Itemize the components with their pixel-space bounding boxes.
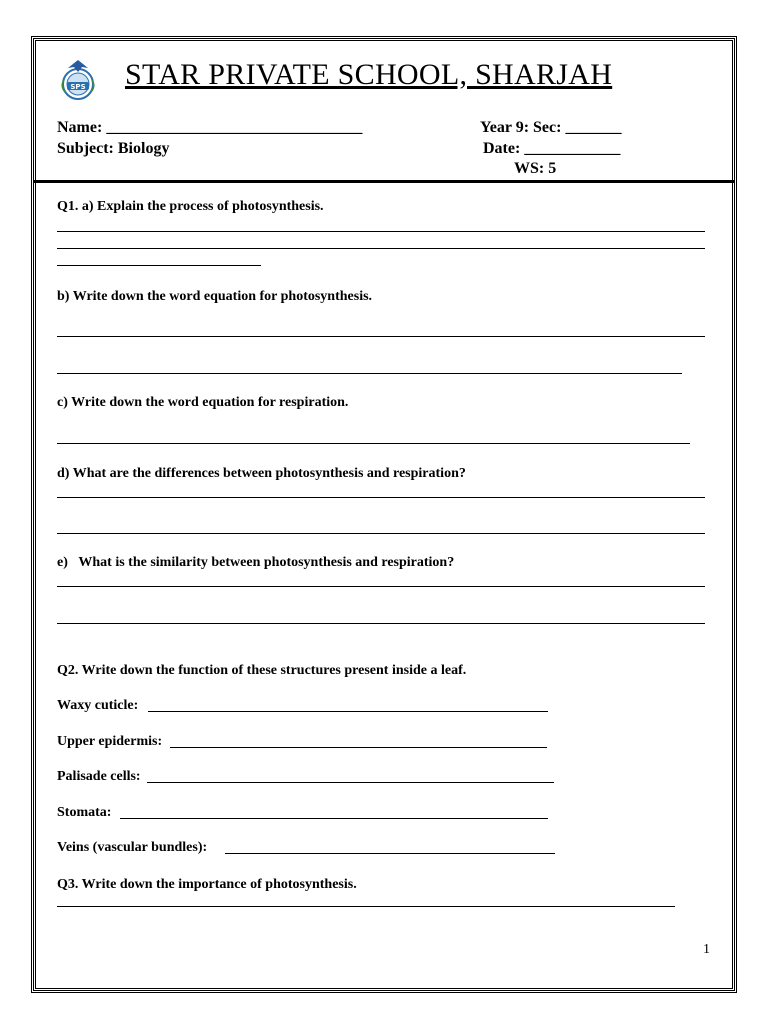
answer-line[interactable] (57, 497, 705, 498)
answer-line[interactable] (57, 265, 261, 266)
page-number: 1 (703, 942, 710, 957)
structure-label: Waxy cuticle: (57, 698, 139, 713)
answer-line[interactable] (147, 782, 554, 783)
answer-line[interactable] (57, 336, 705, 337)
answer-line[interactable] (57, 623, 705, 624)
answer-line[interactable] (57, 373, 682, 374)
answer-line[interactable] (57, 443, 690, 444)
question-1e-marker: e) (57, 555, 68, 570)
logo-text: SPS (70, 83, 86, 91)
answer-line[interactable] (57, 533, 705, 534)
school-title: STAR PRIVATE SCHOOL, SHARJAH (125, 58, 613, 91)
question-1c: c) Write down the word equation for respiration. (57, 395, 349, 410)
question-3: Q3. Write down the importance of photosynthesis. (57, 877, 357, 892)
answer-line[interactable] (148, 711, 548, 712)
structure-label: Stomata: (57, 805, 112, 820)
answer-line[interactable] (57, 231, 705, 232)
leaf-structure-waxy-cuticle (57, 698, 138, 714)
answer-line[interactable] (57, 586, 705, 587)
structure-label: Upper epidermis: (57, 734, 163, 749)
structure-label: Veins (vascular bundles): (57, 840, 208, 855)
worksheet-number: WS: 5 (514, 160, 557, 177)
leaf-structure-upper-epidermis (57, 734, 162, 750)
leaf-structure-stomata (57, 805, 111, 821)
subject-label: Subject: Biology (57, 140, 170, 157)
structure-label: Palisade cells: (57, 769, 141, 784)
leaf-structure-palisade-cells (57, 769, 141, 785)
question-1b: b) Write down the word equation for photosynthesis. (57, 289, 373, 304)
question-1a: Q1. a) Explain the process of photosynthesis. (57, 199, 324, 214)
question-1d: d) What are the differences between photosynthesis and respiration? (57, 466, 466, 481)
question-1e-text: What is the similarity between photosynthesis and respiration? (78, 555, 455, 570)
leaf-structure-veins (57, 840, 207, 856)
answer-line[interactable] (57, 248, 705, 249)
header-separator (34, 180, 734, 183)
question-2: Q2. Write down the function of these structures present inside a leaf. (57, 663, 467, 678)
name-field[interactable]: Name: ________________________________ (57, 119, 363, 136)
answer-line[interactable] (225, 853, 555, 854)
answer-line[interactable] (57, 906, 675, 907)
date-field[interactable]: Date: ____________ (483, 140, 621, 157)
year-section-field[interactable]: Year 9: Sec: _______ (480, 119, 622, 136)
answer-line[interactable] (170, 747, 547, 748)
school-logo-icon (56, 56, 100, 102)
answer-line[interactable] (120, 818, 548, 819)
question-1e (57, 555, 454, 571)
